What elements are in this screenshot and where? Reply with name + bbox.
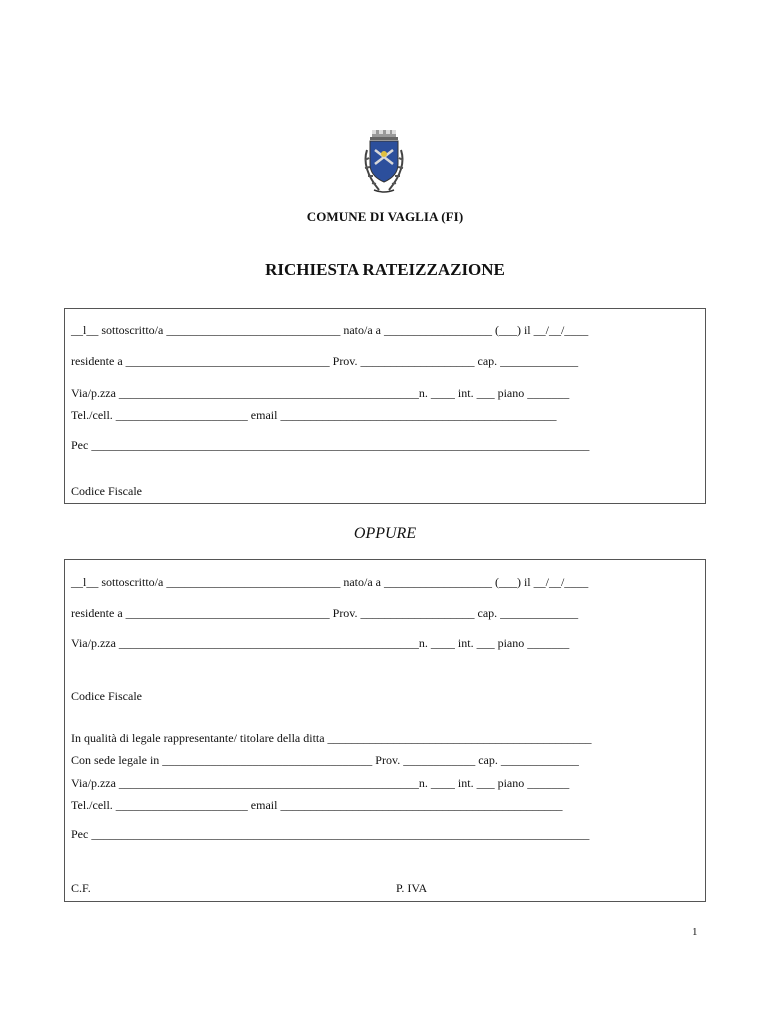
document-title: RICHIESTA RATEIZZAZIONE (265, 260, 505, 279)
company-pec-field[interactable]: Pec ___________________________________________________________________________________ (71, 827, 590, 841)
residence-field[interactable]: residente a __________________________________ Prov. ___________________ cap. _____________ (71, 354, 579, 368)
registered-office-field[interactable]: Con sede legale in ___________________________________ Prov. ____________ cap. _____________ (71, 753, 579, 767)
residence-field[interactable]: residente a __________________________________ Prov. ___________________ cap. _____________ (71, 606, 579, 620)
municipality-name: COMUNE DI VAGLIA (FI) (306, 209, 464, 224)
vat-number-label: P. IVA (396, 881, 428, 895)
company-representative-section (64, 559, 706, 902)
municipal-coat-of-arms-icon (359, 128, 409, 196)
company-cf-label: C.F. (71, 881, 91, 895)
company-name-field[interactable]: In qualità di legale rappresentante/ titolare della ditta ____________________________________________ (71, 731, 592, 745)
tax-code-label: Codice Fiscale (71, 484, 142, 498)
tax-code-label: Codice Fiscale (71, 689, 142, 703)
company-phone-email-field[interactable]: Tel./cell. ______________________ email _______________________________________________ (71, 798, 563, 812)
name-birth-field[interactable]: __l__ sottoscritto/a _____________________________ nato/a a __________________ (___) il __/__/____ (71, 323, 589, 337)
address-field[interactable]: Via/p.zza __________________________________________________n. ____ int. ___ piano _______ (71, 636, 570, 650)
or-separator: OPPURE (353, 525, 417, 542)
name-birth-field[interactable]: __l__ sottoscritto/a _____________________________ nato/a a __________________ (___) il __/__/____ (71, 575, 589, 589)
applicant-section (64, 308, 706, 504)
address-field[interactable]: Via/p.zza __________________________________________________n. ____ int. ___ piano _______ (71, 386, 570, 400)
pec-field[interactable]: Pec ___________________________________________________________________________________ (71, 438, 590, 452)
page-number: 1 (692, 926, 698, 938)
company-address-field[interactable]: Via/p.zza __________________________________________________n. ____ int. ___ piano _______ (71, 776, 570, 790)
phone-email-field[interactable]: Tel./cell. ______________________ email ______________________________________________ (71, 408, 557, 422)
